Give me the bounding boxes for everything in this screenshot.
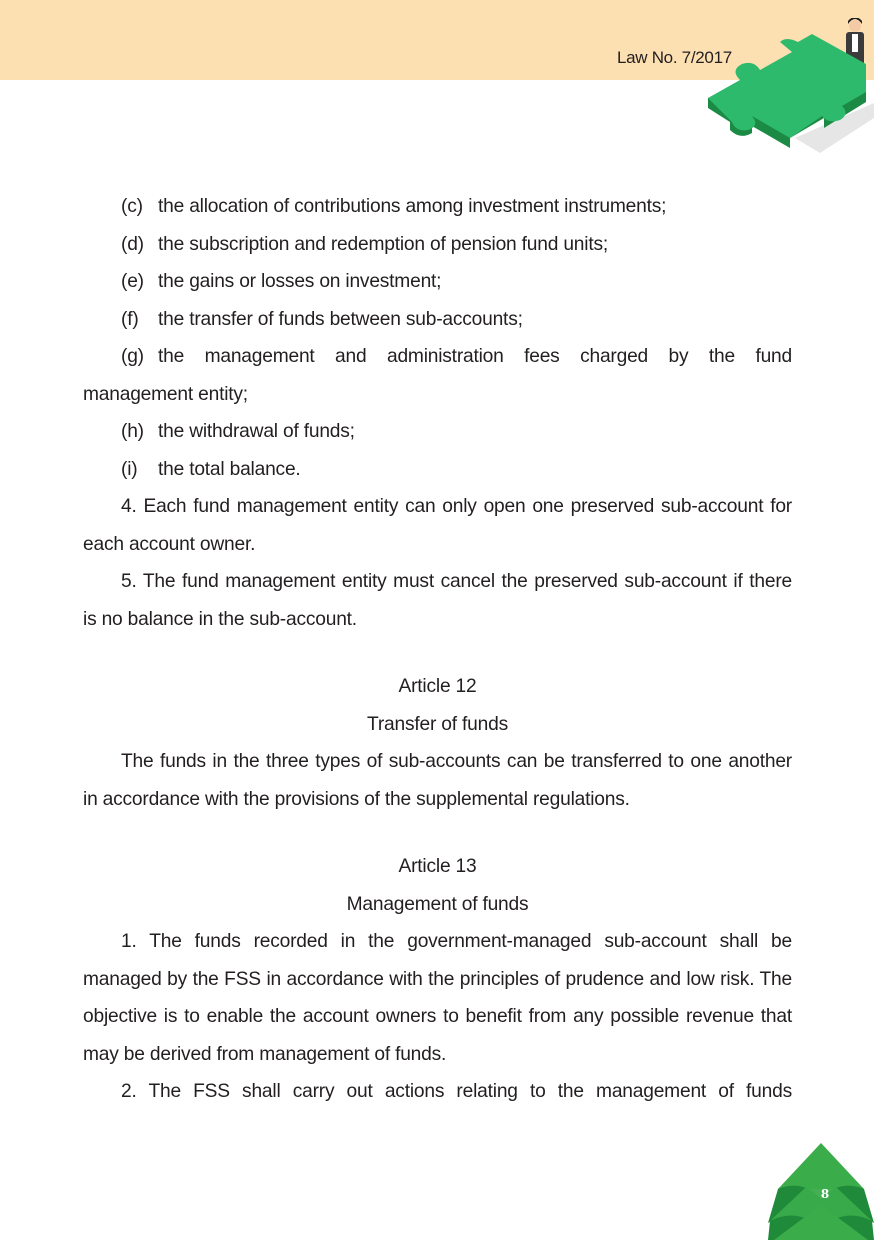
article-12-heading: Article 12 — [398, 676, 477, 697]
list-item-c: (c) the allocation of contributions among investment instruments; — [121, 196, 667, 217]
list-item-i: (i) the total balance. — [121, 458, 301, 480]
list-item-f: (f) the transfer of funds between sub-accounts; — [121, 308, 523, 330]
article-13-heading: Article 13 — [398, 856, 477, 877]
list-item-e: (e) the gains or losses on investment; — [121, 271, 442, 292]
article-13-paragraph-1: 1. The funds recorded in the government-managed sub-account shall be managed by the FSS in accordance with the principles of prudence and low risk. The objective is to enable the account owners to benefit from any possible revenue that may be derived from management of funds. — [83, 931, 792, 1065]
paragraph-5: 5. The fund management entity must cancel the preserved sub-account if there is no balance in the sub-account. — [83, 571, 792, 630]
list-item-g-continuation: management entity; — [83, 383, 248, 405]
paragraph-4: 4. Each fund management entity can only open one preserved sub-account for each account owner. — [83, 496, 792, 555]
page-number: 8 — [820, 1187, 830, 1201]
article-13-title: Management of funds — [346, 893, 529, 915]
law-title: Law No. 7/2017 — [617, 48, 732, 67]
article-13-paragraph-2: 2. The FSS shall carry out actions relating to the management of funds — [121, 1081, 792, 1102]
document-body — [83, 188, 792, 1111]
list-item-h: (h) the withdrawal of funds; — [121, 421, 355, 442]
article-12-paragraph: The funds in the three types of sub-accounts can be transferred to one another in accordance with the provisions of the supplemental regulations. — [83, 751, 792, 810]
list-item-d: (d) the subscription and redemption of pension fund units; — [121, 233, 608, 255]
puzzle-piece-with-person-icon — [700, 18, 874, 158]
article-12-title: Transfer of funds — [367, 713, 508, 735]
list-item-g: (g) the management and administration fees charged by the fund — [121, 346, 792, 367]
